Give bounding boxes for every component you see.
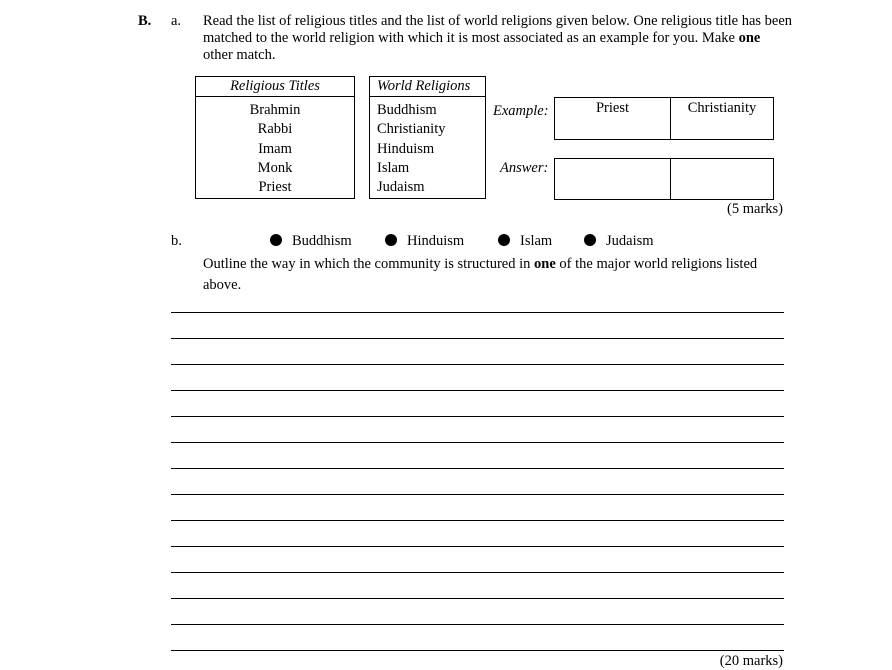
part-b-label: b.	[171, 233, 182, 249]
religious-titles-box	[195, 76, 355, 199]
bullet-item	[584, 233, 654, 250]
part-b-instruction-text-1: Outline the way in which the community is structured in	[203, 256, 535, 272]
answer-line[interactable]	[171, 572, 784, 573]
answer-line[interactable]	[171, 546, 784, 547]
religion-item: Hinduism	[377, 140, 435, 157]
answer-line[interactable]	[171, 338, 784, 339]
bullet-text: Hinduism	[407, 233, 465, 249]
title-item: Brahmin	[249, 102, 301, 118]
religion-item: Judaism	[377, 179, 425, 196]
answer-religion-cell[interactable]	[670, 158, 774, 200]
answer-line[interactable]	[171, 520, 784, 521]
bullet-text: Judaism	[606, 233, 654, 249]
religion-item: Buddhism	[377, 102, 437, 118]
part-a-instruction	[203, 13, 793, 64]
answer-line[interactable]	[171, 468, 784, 469]
bullet-item	[498, 233, 552, 250]
answer-title-cell[interactable]	[554, 158, 671, 200]
part-b-instruction-bold: one	[534, 256, 556, 272]
answer-line[interactable]	[171, 494, 784, 495]
example-religion-cell: Christianity	[670, 97, 774, 140]
answer-line[interactable]	[171, 650, 784, 651]
world-religions-box	[369, 76, 486, 199]
title-item: Priest	[258, 179, 292, 196]
part-a-instruction-bold: one	[738, 30, 761, 46]
title-item: Rabbi	[257, 121, 293, 138]
answer-line[interactable]	[171, 312, 784, 313]
title-item: Monk	[257, 159, 293, 176]
part-a-instruction-text-1: Read the list of religious titles and the list of world religions given below. One religious title has been matched to the world religion with which it is most associated as an example for you. Make	[203, 13, 793, 46]
answer-line[interactable]	[171, 442, 784, 443]
bullet-dot-icon	[584, 234, 596, 246]
bullet-dot-icon	[270, 234, 282, 246]
part-a-marks: (5 marks)	[727, 201, 783, 217]
world-religions-header: World Religions	[370, 77, 485, 97]
answer-line[interactable]	[171, 624, 784, 625]
answer-line[interactable]	[171, 364, 784, 365]
example-title-cell: Priest	[554, 97, 671, 140]
religion-item: Christianity	[377, 121, 446, 138]
example-label: Example:	[493, 103, 549, 119]
title-item: Imam	[258, 140, 292, 157]
question-number: B.	[138, 13, 152, 29]
answer-line[interactable]	[171, 416, 784, 417]
part-a-label: a.	[171, 13, 182, 29]
answer-line[interactable]	[171, 390, 784, 391]
part-b-instruction	[203, 254, 783, 296]
bullet-text: Buddhism	[292, 233, 352, 249]
part-a-instruction-text-2: other match.	[203, 47, 276, 63]
religious-titles-header: Religious Titles	[196, 77, 354, 97]
bullet-dot-icon	[498, 234, 510, 246]
bullet-dot-icon	[385, 234, 397, 246]
bullet-item	[385, 233, 464, 250]
answer-label: Answer:	[500, 160, 549, 176]
part-b-marks: (20 marks)	[719, 653, 783, 669]
answer-line[interactable]	[171, 598, 784, 599]
bullet-text: Islam	[520, 233, 553, 249]
part-b-instruction-text-2: of the major world religions listed above.	[203, 256, 758, 293]
bullet-item	[270, 233, 352, 250]
religion-item: Islam	[377, 159, 410, 176]
